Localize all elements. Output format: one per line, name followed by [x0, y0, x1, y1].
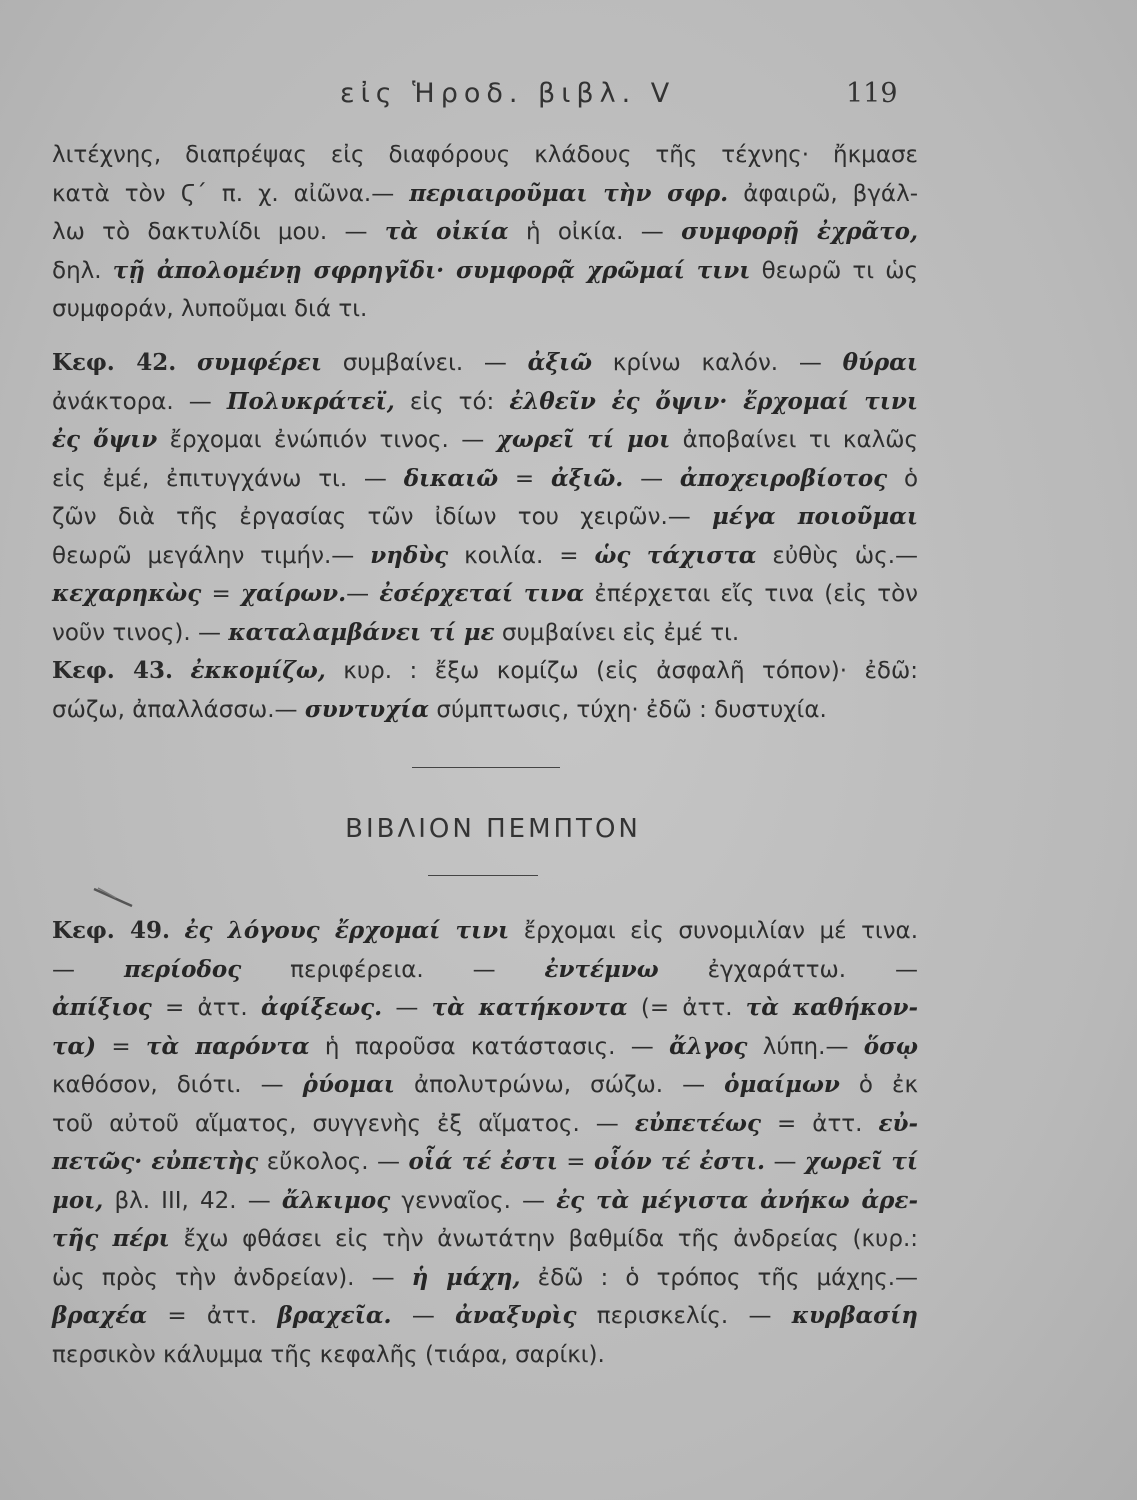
lemma-text: συμφορῇ ἐχρᾶτο, — [681, 218, 918, 245]
lemma-text: συντυχία — [304, 695, 430, 723]
gloss-text: κοιλία. = — [448, 542, 595, 569]
lemma-text: πετῶς· εὐπετὴς — [52, 1148, 259, 1175]
chapter-label: Κεφ. 42. — [52, 349, 177, 376]
text-line — [52, 1336, 918, 1375]
lemma-text: νηδὺς — [370, 541, 449, 569]
paragraph-1 — [52, 136, 918, 329]
gloss-text — [176, 350, 197, 376]
gloss-text: λω τὸ δακτυλίδι μου. — — [52, 219, 385, 245]
lemma-text: ἐσέρχεταί τινα — [379, 580, 585, 607]
lemma-text: Πολυκράτεϊ, — [226, 387, 395, 415]
text-line — [52, 614, 918, 653]
gloss-text: — — [382, 995, 432, 1021]
lemma-text: ὁμαίμων — [724, 1071, 840, 1098]
lemma-text: ἀφίξεως. — [260, 994, 383, 1021]
lemma-text: τῆς πέρι — [52, 1225, 170, 1252]
gloss-text: ἐγχαράττω. — — [658, 956, 919, 983]
lemma-text: κυρβασίη — [791, 1302, 918, 1329]
lemma-text: ἐς τὰ μέγιστα ἀνήκω ἀρε- — [556, 1186, 918, 1214]
lemma-text: μέγα ποιοῦμαι — [712, 503, 918, 530]
gloss-text: καθόσον, διότι. — — [52, 1072, 303, 1098]
lemma-text: εὐ- — [878, 1109, 918, 1137]
gloss-text: (= ἀττ. — [627, 995, 746, 1021]
gloss-text: ἐπέρχεται εἴς τινα (εἰς τὸν — [584, 581, 919, 607]
lemma-text: τὰ οἰκία — [384, 218, 509, 245]
text-line — [52, 652, 918, 691]
lemma-text: οἷόν τέ ἐστι. — [593, 1148, 766, 1175]
gloss-text: κρίνω καλόν. — — [592, 350, 843, 376]
gloss-text: = — [557, 1149, 594, 1175]
text-line — [52, 1182, 918, 1221]
gloss-text: ὁ ἐκ — [839, 1072, 919, 1098]
gloss-text: δηλ. — [52, 257, 113, 284]
text-line — [52, 344, 918, 383]
lemma-text: ῥύομαι — [302, 1071, 395, 1098]
gloss-text: γενναῖος. — — [390, 1187, 557, 1214]
lemma-text: ὅσῳ — [863, 1032, 918, 1060]
gloss-text: λιτέχνης, διαπρέψας εἰς διαφόρους κλάδους τῆς τέχνης· ἤκμασε — [52, 142, 918, 168]
lemma-text: βραχεῖα. — [277, 1302, 392, 1329]
text-line — [52, 1105, 918, 1144]
lemma-text: ἀπίξιος — [52, 994, 152, 1021]
divider-top — [412, 767, 560, 768]
lemma-text: μοι, — [52, 1186, 104, 1214]
paragraph-chapter-43 — [52, 652, 918, 729]
gloss-text: = — [96, 1033, 147, 1060]
lemma-text: ἀποχειροβίοτος — [679, 464, 888, 492]
lemma-text: ἐκκομίζω, — [190, 657, 326, 684]
gloss-text: ἔρχομαι εἰς συνομιλίαν μέ τινα. — [509, 918, 919, 944]
gloss-text: συμβαίνει εἰς ἐμέ τι. — [494, 619, 740, 646]
lemma-text: τὰ παρόντα — [146, 1032, 310, 1060]
lemma-text: τῇ ἀπολομένῃ σφρηγῖδι· συμφορᾷ χρῶμαί τινι — [112, 256, 751, 284]
text-line — [52, 1297, 918, 1336]
gloss-text: ὁ — [887, 465, 919, 492]
gloss-text: θεωρῶ τι ὡς — [750, 257, 918, 284]
text-line — [52, 1220, 918, 1259]
gloss-text: σύμπτωσις, τύχη· ἐδῶ : δυστυχία. — [429, 696, 827, 723]
text-line — [52, 383, 918, 422]
gloss-text: νοῦν τινος). — — [52, 619, 229, 646]
gloss-text: ἀπολυτρώνω, σώζω. — — [394, 1072, 725, 1098]
lemma-text: ἐντέμνω — [544, 955, 659, 983]
text-line — [52, 175, 918, 214]
running-head: εἰς Ἡροδ. βιβλ. V — [340, 78, 676, 109]
gloss-text: λύπη.— — [747, 1033, 864, 1060]
lemma-text: εὐπετέως — [634, 1109, 761, 1137]
lemma-text: ἄλκιμος — [281, 1186, 391, 1214]
gloss-text: συμφοράν, λυποῦμαι διά τι. — [52, 296, 368, 322]
gloss-text: εἰς τό: — [394, 388, 510, 415]
text-line — [52, 575, 918, 614]
lemma-text: ἐς λόγους ἔρχομαί τινι — [184, 917, 510, 944]
gloss-text: ἡ παροῦσα κατάστασις. — — [309, 1033, 670, 1060]
gloss-text: ἐδῶ : ὁ τρόπος τῆς μάχης.— — [520, 1264, 919, 1291]
paragraph-chapter-42 — [52, 344, 918, 652]
gloss-text: περισκελίς. — — [576, 1303, 792, 1329]
gloss-text: — — [765, 1149, 805, 1175]
text-line — [52, 213, 918, 252]
text-line — [52, 252, 918, 291]
text-line — [52, 290, 918, 329]
gloss-text: περιφέρεια. — — [241, 956, 545, 983]
lemma-text: βραχέα — [52, 1302, 148, 1329]
text-line — [52, 498, 918, 537]
gloss-text: σώζω, ἀπαλλάσσω.— — [52, 696, 305, 723]
gloss-text: περσικὸν κάλυμμα τῆς κεφαλῆς (τιάρα, σαρίκι). — [52, 1341, 605, 1368]
lemma-text: τὰ καθήκον- — [745, 994, 919, 1021]
lemma-text: χωρεῖ τί μοι — [496, 426, 671, 453]
text-line — [52, 912, 918, 951]
lemma-text: ὡς τάχιστα — [594, 541, 757, 569]
text-line — [52, 1028, 918, 1067]
gloss-text: βλ. III, 42. — — [103, 1187, 282, 1214]
gloss-text: τοῦ αὐτοῦ αἵματος, συγγενὴς ἐξ αἵματος. — — [52, 1110, 635, 1137]
gloss-text: ἀνάκτορα. — — [52, 388, 227, 415]
lemma-text: οἷά τέ ἐστι — [408, 1148, 558, 1175]
gloss-text: = ἀττ. — [147, 1303, 278, 1329]
gloss-text: — — [623, 465, 680, 492]
pencil-mark-icon — [92, 886, 136, 910]
chapter-label: Κεφ. 49. — [52, 917, 171, 944]
gloss-text: = — [498, 465, 551, 492]
lemma-text: θύραι — [842, 349, 919, 376]
text-line — [52, 1066, 918, 1105]
lemma-text: ἀξιῶ. — [550, 464, 624, 492]
text-line — [52, 1143, 918, 1182]
lemma-text: τα) — [52, 1032, 97, 1060]
text-line — [52, 136, 918, 175]
gloss-text: = ἀττ. — [151, 995, 261, 1021]
gloss-text: = ἀττ. — [760, 1110, 879, 1137]
lemma-text: ἐς ὄψιν — [52, 426, 158, 453]
gloss-text: εὐθὺς ὡς.— — [756, 542, 919, 569]
text-line — [52, 537, 918, 576]
gloss-text: ἔρχομαι ἐνώπιόν τινος. — — [157, 427, 497, 453]
divider-bottom — [428, 875, 538, 876]
gloss-text: ἀποβαίνει τι καλῶς — [670, 427, 918, 453]
lemma-text: ἄλγος — [669, 1032, 748, 1060]
gloss-text: συμβαίνει. — — [321, 350, 528, 376]
gloss-text: ἀφαιρῶ, βγάλ- — [728, 180, 919, 207]
gloss-text — [170, 918, 185, 944]
text-line — [52, 951, 918, 990]
gloss-text: ὡς πρὸς τὴν ἀνδρείαν). — — [52, 1264, 412, 1291]
lemma-text: ἡ μάχη, — [411, 1263, 521, 1291]
lemma-text: περίοδος — [123, 955, 242, 983]
page-header — [0, 78, 1137, 118]
lemma-text: τὰ κατήκοντα — [431, 994, 628, 1021]
lemma-text: ἀξιῶ — [527, 349, 593, 376]
gloss-text: = — [201, 581, 241, 607]
gloss-text: ζῶν διὰ τῆς ἐργασίας τῶν ἰδίων του χειρῶν.— — [52, 504, 713, 530]
paragraph-chapter-49 — [52, 912, 918, 1374]
chapter-label: Κεφ. 43. — [52, 657, 173, 684]
gloss-text: — — [52, 956, 124, 983]
lemma-text: χαίρων. — [240, 580, 347, 607]
gloss-text: θεωρῶ μεγάλην τιμήν.— — [52, 542, 371, 569]
lemma-text: περιαιροῦμαι τὴν σφρ. — [409, 179, 729, 207]
lemma-text: χωρεῖ τί — [804, 1148, 919, 1175]
gloss-text: κυρ. : ἔξω κομίζω (εἰς ἀσφαλῆ τόπον)· ἐδῶ: — [325, 658, 919, 684]
gloss-text: ἡ οἰκία. — — [508, 219, 682, 245]
text-line — [52, 460, 918, 499]
text-line — [52, 421, 918, 460]
gloss-text: — — [391, 1303, 456, 1329]
lemma-text: ἀναξυρὶς — [455, 1302, 577, 1329]
section-title: ΒΙΒΛΙΟΝ ΠΕΜΠΤΟΝ — [345, 814, 641, 844]
gloss-text: — — [346, 581, 380, 607]
text-line — [52, 1259, 918, 1298]
gloss-text: εἰς ἐμέ, ἐπιτυγχάνω τι. — — [52, 465, 404, 492]
gloss-text: εὔκολος. — — [258, 1149, 409, 1175]
lemma-text: συμφέρει — [197, 349, 322, 376]
lemma-text: ἐλθεῖν ἐς ὄψιν· ἔρχομαί τινι — [509, 387, 918, 415]
text-line — [52, 989, 918, 1028]
page-number: 119 — [846, 78, 898, 109]
gloss-text — [173, 658, 191, 684]
lemma-text: δικαιῶ — [403, 464, 499, 492]
text-line — [52, 691, 918, 730]
lemma-text: κεχαρηκὼς — [52, 580, 202, 607]
gloss-text: ἔχω φθάσει εἰς τὴν ἀνωτάτην βαθμίδα τῆς ἀνδρείας (κυρ.: — [169, 1226, 919, 1252]
gloss-text: κατὰ τὸν Ϛ΄ π. χ. αἰῶνα.— — [52, 180, 410, 207]
lemma-text: καταλαμβάνει τί με — [228, 618, 495, 646]
